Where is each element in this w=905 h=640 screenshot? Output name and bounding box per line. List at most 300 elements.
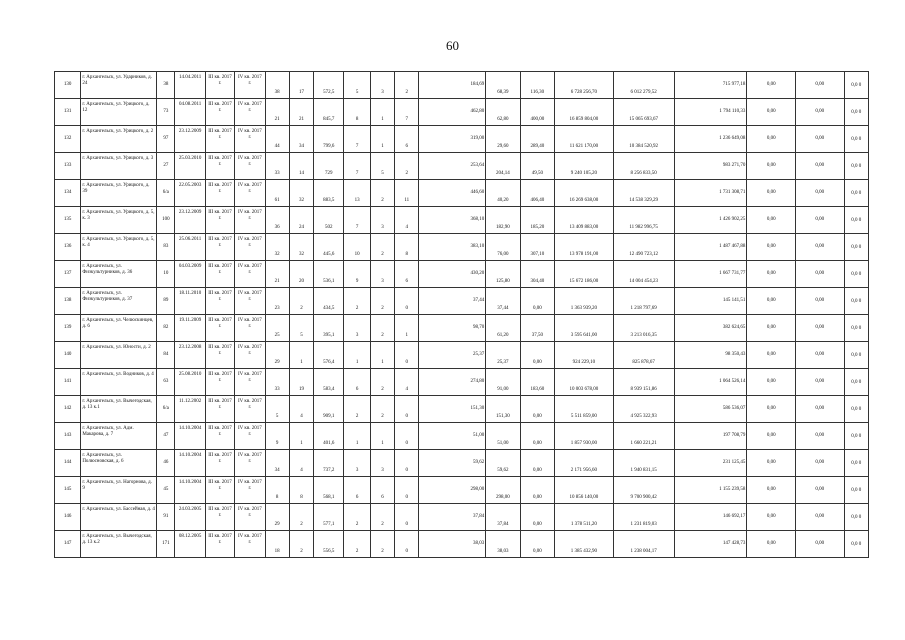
cost-fund-cell: 6 012 279,52 [613, 72, 674, 99]
cost-budget-cell: 586 536,07 [674, 396, 747, 423]
area-b-cell: 49,50 [520, 153, 554, 180]
cost-budget-cell: 145 141,51 [674, 288, 747, 315]
extra-cell: 0,0 0 [844, 72, 868, 99]
table-row [55, 477, 869, 504]
extra-cell: 0,0 0 [844, 423, 868, 450]
date-cell: 14.10.2004 [175, 477, 205, 504]
relocation-area-cell: 274,80 [419, 369, 486, 396]
cost-budget-cell: 146 692,17 [674, 504, 747, 531]
extra-cell: 0,0 0 [844, 126, 868, 153]
rooms-total-cell: 13 [344, 180, 370, 207]
start-quarter-cell: III кв. 2017 г. [205, 288, 234, 315]
row-number-cell: 145 [55, 477, 81, 504]
end-quarter-cell: IV кв. 2017 г. [235, 369, 265, 396]
date-cell: 23.12.2009 [175, 207, 205, 234]
row-number-cell: 142 [55, 396, 81, 423]
residents-cell: 29 [265, 504, 289, 531]
cost-other-cell: 0,00 [795, 315, 844, 342]
area-b-cell: 183,60 [520, 369, 554, 396]
cost-other-cell: 0,00 [795, 234, 844, 261]
table-row [55, 126, 869, 153]
rooms-b-cell: 0 [395, 477, 419, 504]
total-area-cell: 576,4 [314, 342, 344, 369]
year-cell: 38 [157, 72, 175, 99]
row-number-cell: 137 [55, 261, 81, 288]
relocated-cell: 14 [289, 153, 313, 180]
table-row [55, 423, 869, 450]
rooms-a-cell: 2 [370, 180, 394, 207]
relocation-area-cell: 446,60 [419, 180, 486, 207]
area-b-cell: 307,10 [520, 234, 554, 261]
rooms-a-cell: 1 [370, 99, 394, 126]
relocation-area-cell: 59,62 [419, 450, 486, 477]
end-quarter-cell: IV кв. 2017 г. [235, 234, 265, 261]
end-quarter-cell: IV кв. 2017 г. [235, 126, 265, 153]
relocation-area-cell: 151,30 [419, 396, 486, 423]
address-cell: г. Архангельск, ул. Челюскинцев, д. 6 [81, 315, 157, 342]
rooms-total-cell: 10 [344, 234, 370, 261]
table-row [55, 315, 869, 342]
relocation-area-cell: 383,10 [419, 234, 486, 261]
year-cell: 6/a [157, 180, 175, 207]
area-a-cell: 182,90 [486, 207, 520, 234]
cost-local-cell: 0,00 [747, 315, 796, 342]
area-b-cell: 406,40 [520, 180, 554, 207]
area-b-cell: 0,00 [520, 288, 554, 315]
relocation-area-cell: 298,00 [419, 477, 486, 504]
year-cell: 10 [157, 261, 175, 288]
row-number-cell: 131 [55, 99, 81, 126]
relocated-cell: 1 [289, 423, 313, 450]
address-cell: г. Архангельск, ул. Урицкого, д. 5, к. 3 [81, 207, 157, 234]
rooms-b-cell: 0 [395, 531, 419, 558]
total-area-cell: 556,5 [314, 531, 344, 558]
total-area-cell: 883,5 [314, 180, 344, 207]
relocation-area-cell: 38,03 [419, 531, 486, 558]
cost-other-cell: 0,00 [795, 180, 844, 207]
area-a-cell: 59,62 [486, 450, 520, 477]
residents-cell: 33 [265, 153, 289, 180]
cost-local-cell: 0,00 [747, 396, 796, 423]
rooms-a-cell: 5 [370, 153, 394, 180]
rooms-b-cell: 0 [395, 342, 419, 369]
end-quarter-cell: IV кв. 2017 г. [235, 72, 265, 99]
table-row [55, 180, 869, 207]
cost-other-cell: 0,00 [795, 261, 844, 288]
start-quarter-cell: III кв. 2017 г. [205, 450, 234, 477]
cost-local-cell: 0,00 [747, 207, 796, 234]
total-area-cell: 434,5 [314, 288, 344, 315]
year-cell: 63 [157, 369, 175, 396]
year-cell: 84 [157, 342, 175, 369]
table-row [55, 153, 869, 180]
cost-total-cell: 924 229,10 [555, 342, 614, 369]
address-cell: г. Архангельск, ул. Урицкого, д. 3 [81, 153, 157, 180]
relocated-cell: 34 [289, 126, 313, 153]
cost-other-cell: 0,00 [795, 504, 844, 531]
address-cell: г. Архангельск, ул. Физкультурников, д. 37 [81, 288, 157, 315]
relocated-cell: 24 [289, 207, 313, 234]
residents-cell: 9 [265, 423, 289, 450]
row-number-cell: 135 [55, 207, 81, 234]
end-quarter-cell: IV кв. 2017 г. [235, 207, 265, 234]
cost-total-cell: 6 728 256,70 [555, 72, 614, 99]
total-area-cell: 583,4 [314, 369, 344, 396]
date-cell: 19.11.2009 [175, 315, 205, 342]
table-body [55, 72, 869, 558]
area-a-cell: 61,20 [486, 315, 520, 342]
cost-local-cell: 0,00 [747, 180, 796, 207]
start-quarter-cell: III кв. 2017 г. [205, 315, 234, 342]
relocated-cell: 21 [289, 99, 313, 126]
rooms-total-cell: 2 [344, 504, 370, 531]
page-number: 60 [446, 38, 459, 53]
residents-cell: 61 [265, 180, 289, 207]
relocation-area-cell: 25,37 [419, 342, 486, 369]
cost-other-cell: 0,00 [795, 153, 844, 180]
year-cell: 45 [157, 477, 175, 504]
total-area-cell: 729 [314, 153, 344, 180]
extra-cell: 0,0 0 [844, 531, 868, 558]
date-cell: 14.10.2004 [175, 423, 205, 450]
relocation-area-cell: 37,84 [419, 504, 486, 531]
table-row [55, 207, 869, 234]
extra-cell: 0,0 0 [844, 450, 868, 477]
rooms-b-cell: 8 [395, 234, 419, 261]
rooms-a-cell: 6 [370, 477, 394, 504]
row-number-cell: 146 [55, 504, 81, 531]
cost-total-cell: 5 511 859,00 [555, 396, 614, 423]
area-a-cell: 51,00 [486, 423, 520, 450]
cost-fund-cell: 14 004 454,23 [613, 261, 674, 288]
cost-total-cell: 3 595 641,00 [555, 315, 614, 342]
rooms-a-cell: 2 [370, 315, 394, 342]
cost-total-cell: 2 171 956,60 [555, 450, 614, 477]
row-number-cell: 136 [55, 234, 81, 261]
relocation-area-cell: 184,69 [419, 72, 486, 99]
cost-other-cell: 0,00 [795, 72, 844, 99]
rooms-total-cell: 7 [344, 207, 370, 234]
date-cell: 04.03.2009 [175, 261, 205, 288]
relocated-cell: 19 [289, 369, 313, 396]
relocated-cell: 5 [289, 315, 313, 342]
rooms-a-cell: 2 [370, 369, 394, 396]
date-cell: 08.12.2005 [175, 531, 205, 558]
table-row [55, 369, 869, 396]
cost-budget-cell: 1 487 467,88 [674, 234, 747, 261]
cost-local-cell: 0,00 [747, 450, 796, 477]
cost-total-cell: 11 621 170,00 [555, 126, 614, 153]
cost-fund-cell: 1 238 004,17 [613, 531, 674, 558]
cost-local-cell: 0,00 [747, 261, 796, 288]
table-row [55, 234, 869, 261]
area-a-cell: 40,20 [486, 180, 520, 207]
cost-local-cell: 0,00 [747, 99, 796, 126]
date-cell: 14.10.2004 [175, 450, 205, 477]
cost-budget-cell: 715 977,18 [674, 72, 747, 99]
cost-budget-cell: 1 236 649,08 [674, 126, 747, 153]
rooms-b-cell: 6 [395, 261, 419, 288]
total-area-cell: 845,7 [314, 99, 344, 126]
area-a-cell: 298,00 [486, 477, 520, 504]
rooms-b-cell: 6 [395, 126, 419, 153]
cost-budget-cell: 147 428,73 [674, 531, 747, 558]
address-cell: г. Архангельск, ул. Нагорнова, д. 9 [81, 477, 157, 504]
start-quarter-cell: III кв. 2017 г. [205, 531, 234, 558]
end-quarter-cell: IV кв. 2017 г. [235, 180, 265, 207]
residents-cell: 38 [265, 72, 289, 99]
extra-cell: 0,0 0 [844, 153, 868, 180]
cost-fund-cell: 1 231 819,03 [613, 504, 674, 531]
end-quarter-cell: IV кв. 2017 г. [235, 450, 265, 477]
area-a-cell: 91,00 [486, 369, 520, 396]
date-cell: 22.05.2003 [175, 180, 205, 207]
address-cell: г. Архангельск, ул. Физкультурников, д. 36 [81, 261, 157, 288]
end-quarter-cell: IV кв. 2017 г. [235, 423, 265, 450]
cost-other-cell: 0,00 [795, 99, 844, 126]
area-b-cell: 0,00 [520, 477, 554, 504]
cost-local-cell: 0,00 [747, 369, 796, 396]
cost-local-cell: 0,00 [747, 72, 796, 99]
date-cell: 25.03.2010 [175, 153, 205, 180]
relocation-area-cell: 319,00 [419, 126, 486, 153]
start-quarter-cell: III кв. 2017 г. [205, 234, 234, 261]
table-row [55, 450, 869, 477]
cost-local-cell: 0,00 [747, 288, 796, 315]
area-b-cell: 0,00 [520, 450, 554, 477]
rooms-total-cell: 9 [344, 261, 370, 288]
date-cell: 14.04.2011 [175, 72, 205, 99]
total-area-cell: 572,5 [314, 72, 344, 99]
rooms-total-cell: 8 [344, 99, 370, 126]
cost-fund-cell: 1 940 831,15 [613, 450, 674, 477]
total-area-cell: 502 [314, 207, 344, 234]
residents-cell: 29 [265, 342, 289, 369]
total-area-cell: 401,6 [314, 423, 344, 450]
rooms-a-cell: 2 [370, 234, 394, 261]
cost-other-cell: 0,00 [795, 450, 844, 477]
row-number-cell: 140 [55, 342, 81, 369]
area-a-cell: 125,80 [486, 261, 520, 288]
address-cell: г. Архангельск, ул. Урицкого, д. 39 [81, 180, 157, 207]
relocation-area-cell: 253,64 [419, 153, 486, 180]
year-cell: 83 [157, 234, 175, 261]
total-area-cell: 536,1 [314, 261, 344, 288]
cost-fund-cell: 12 490 723,12 [613, 234, 674, 261]
date-cell: 23.12.2008 [175, 342, 205, 369]
address-cell: г. Архангельск, ул. Урицкого, д. 2 [81, 126, 157, 153]
rooms-total-cell: 7 [344, 126, 370, 153]
address-cell: г. Архангельск, ул. Адм. Макарова, д. 7 [81, 423, 157, 450]
area-a-cell: 29,60 [486, 126, 520, 153]
total-area-cell: 799,6 [314, 126, 344, 153]
cost-total-cell: 10 856 140,00 [555, 477, 614, 504]
end-quarter-cell: IV кв. 2017 г. [235, 504, 265, 531]
area-a-cell: 76,00 [486, 234, 520, 261]
relocated-cell: 1 [289, 342, 313, 369]
relocated-cell: 2 [289, 504, 313, 531]
cost-total-cell: 13 409 883,00 [555, 207, 614, 234]
row-number-cell: 132 [55, 126, 81, 153]
date-cell: 04.08.2011 [175, 99, 205, 126]
cost-local-cell: 0,00 [747, 423, 796, 450]
rooms-total-cell: 2 [344, 288, 370, 315]
address-cell: г. Архангельск, ул. Вычегодская, д. 13 к.2 [81, 531, 157, 558]
row-number-cell: 133 [55, 153, 81, 180]
rooms-total-cell: 3 [344, 315, 370, 342]
cost-budget-cell: 983 271,70 [674, 153, 747, 180]
end-quarter-cell: IV кв. 2017 г. [235, 396, 265, 423]
area-a-cell: 62,80 [486, 99, 520, 126]
rooms-a-cell: 2 [370, 531, 394, 558]
rooms-total-cell: 3 [344, 450, 370, 477]
residents-cell: 21 [265, 261, 289, 288]
cost-total-cell: 9 240 105,20 [555, 153, 614, 180]
row-number-cell: 134 [55, 180, 81, 207]
cost-total-cell: 15 672 186,00 [555, 261, 614, 288]
cost-local-cell: 0,00 [747, 477, 796, 504]
area-a-cell: 204,14 [486, 153, 520, 180]
rooms-total-cell: 1 [344, 423, 370, 450]
extra-cell: 0,0 0 [844, 207, 868, 234]
rooms-b-cell: 0 [395, 396, 419, 423]
relocated-cell: 2 [289, 531, 313, 558]
area-a-cell: 38,03 [486, 531, 520, 558]
relocated-cell: 20 [289, 261, 313, 288]
end-quarter-cell: IV кв. 2017 г. [235, 531, 265, 558]
row-number-cell: 130 [55, 72, 81, 99]
table-row [55, 288, 869, 315]
date-cell: 18.11.2010 [175, 288, 205, 315]
date-cell: 25.06.2011 [175, 234, 205, 261]
extra-cell: 0,0 0 [844, 369, 868, 396]
residents-cell: 18 [265, 531, 289, 558]
cost-budget-cell: 1 794 110,33 [674, 99, 747, 126]
rooms-total-cell: 5 [344, 72, 370, 99]
cost-other-cell: 0,00 [795, 207, 844, 234]
area-b-cell: 37,50 [520, 315, 554, 342]
cost-total-cell: 1 378 511,20 [555, 504, 614, 531]
extra-cell: 0,0 0 [844, 477, 868, 504]
address-cell: г. Архангельск, ул. Вычегодская, д. 13 к.1 [81, 396, 157, 423]
cost-budget-cell: 1 667 731,77 [674, 261, 747, 288]
relocation-area-cell: 37,44 [419, 288, 486, 315]
residents-cell: 5 [265, 396, 289, 423]
cost-fund-cell: 14 538 329,29 [613, 180, 674, 207]
rooms-a-cell: 1 [370, 423, 394, 450]
year-cell: 91 [157, 504, 175, 531]
area-a-cell: 68,39 [486, 72, 520, 99]
extra-cell: 0,0 0 [844, 396, 868, 423]
cost-other-cell: 0,00 [795, 396, 844, 423]
area-b-cell: 304,40 [520, 261, 554, 288]
cost-fund-cell: 1 660 221,21 [613, 423, 674, 450]
cost-total-cell: 16 269 638,00 [555, 180, 614, 207]
year-cell: 27 [157, 153, 175, 180]
cost-total-cell: 1 363 939,20 [555, 288, 614, 315]
year-cell: 89 [157, 288, 175, 315]
table-row [55, 261, 869, 288]
area-a-cell: 37,84 [486, 504, 520, 531]
address-cell: г. Архангельск, ул. Водников, д. 4 [81, 369, 157, 396]
rooms-a-cell: 2 [370, 288, 394, 315]
date-cell: 25.08.2010 [175, 369, 205, 396]
cost-fund-cell: 8 939 151,86 [613, 369, 674, 396]
start-quarter-cell: III кв. 2017 г. [205, 261, 234, 288]
extra-cell: 0,0 0 [844, 288, 868, 315]
start-quarter-cell: III кв. 2017 г. [205, 126, 234, 153]
rooms-a-cell: 2 [370, 504, 394, 531]
rooms-a-cell: 2 [370, 396, 394, 423]
cost-other-cell: 0,00 [795, 477, 844, 504]
cost-other-cell: 0,00 [795, 369, 844, 396]
total-area-cell: 909,1 [314, 396, 344, 423]
cost-local-cell: 0,00 [747, 153, 796, 180]
cost-budget-cell: 1 064 526,14 [674, 369, 747, 396]
table-row [55, 342, 869, 369]
area-a-cell: 25,37 [486, 342, 520, 369]
residents-cell: 21 [265, 99, 289, 126]
cost-total-cell: 10 003 678,00 [555, 369, 614, 396]
cost-fund-cell: 8 256 833,50 [613, 153, 674, 180]
table-row [55, 504, 869, 531]
row-number-cell: 143 [55, 423, 81, 450]
rooms-b-cell: 11 [395, 180, 419, 207]
row-number-cell: 141 [55, 369, 81, 396]
extra-cell: 0,0 0 [844, 315, 868, 342]
end-quarter-cell: IV кв. 2017 г. [235, 315, 265, 342]
table-row [55, 72, 869, 99]
end-quarter-cell: IV кв. 2017 г. [235, 261, 265, 288]
row-number-cell: 138 [55, 288, 81, 315]
cost-budget-cell: 1 426 902,25 [674, 207, 747, 234]
year-cell: 97 [157, 126, 175, 153]
relocated-cell: 32 [289, 180, 313, 207]
year-cell: 47 [157, 423, 175, 450]
residents-cell: 44 [265, 126, 289, 153]
housing-table [54, 71, 869, 558]
total-area-cell: 737,2 [314, 450, 344, 477]
rooms-a-cell: 1 [370, 126, 394, 153]
cost-fund-cell: 1 218 797,69 [613, 288, 674, 315]
area-b-cell: 0,00 [520, 396, 554, 423]
year-cell: 73 [157, 99, 175, 126]
extra-cell: 0,0 0 [844, 99, 868, 126]
total-area-cell: 568,1 [314, 477, 344, 504]
rooms-total-cell: 6 [344, 369, 370, 396]
start-quarter-cell: III кв. 2017 г. [205, 342, 234, 369]
residents-cell: 23 [265, 288, 289, 315]
area-b-cell: 116,30 [520, 72, 554, 99]
cost-budget-cell: 98 350,43 [674, 342, 747, 369]
table-row [55, 99, 869, 126]
year-cell: 82 [157, 315, 175, 342]
start-quarter-cell: III кв. 2017 г. [205, 369, 234, 396]
total-area-cell: 395,1 [314, 315, 344, 342]
cost-other-cell: 0,00 [795, 423, 844, 450]
rooms-total-cell: 2 [344, 531, 370, 558]
end-quarter-cell: IV кв. 2017 г. [235, 288, 265, 315]
table-row [55, 396, 869, 423]
cost-fund-cell: 3 213 016,35 [613, 315, 674, 342]
cost-other-cell: 0,00 [795, 288, 844, 315]
cost-other-cell: 0,00 [795, 126, 844, 153]
extra-cell: 0,0 0 [844, 504, 868, 531]
date-cell: 11.12.2002 [175, 396, 205, 423]
rooms-b-cell: 4 [395, 207, 419, 234]
cost-total-cell: 16 859 804,00 [555, 99, 614, 126]
extra-cell: 0,0 0 [844, 180, 868, 207]
